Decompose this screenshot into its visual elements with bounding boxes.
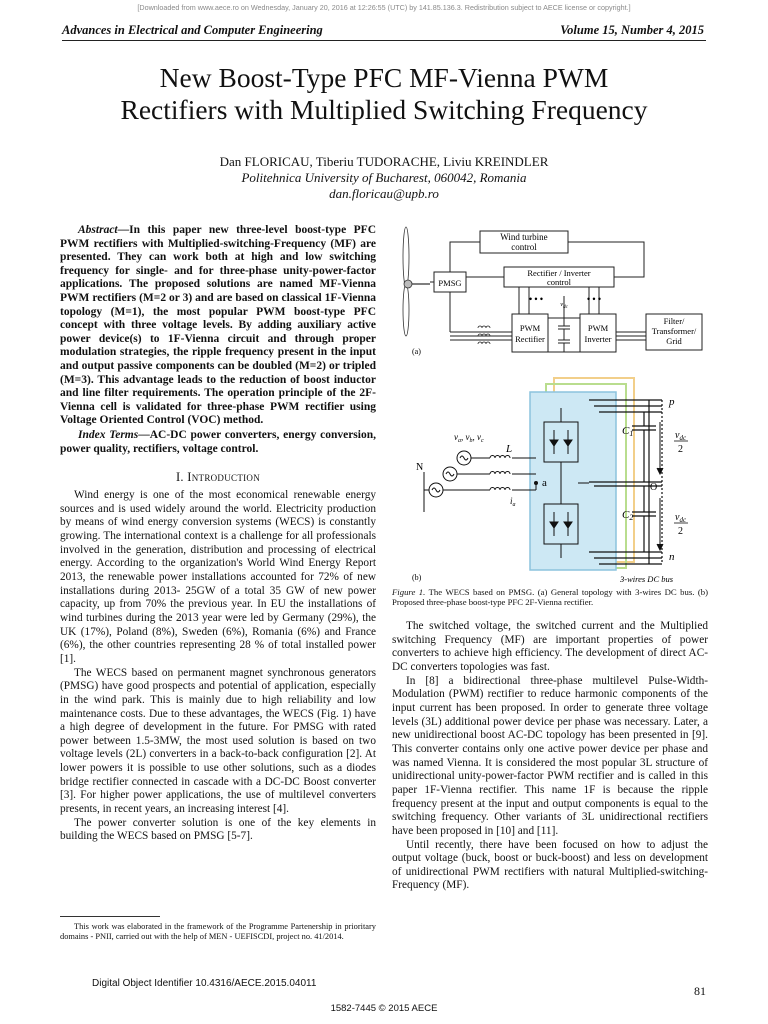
- dots-right: • • •: [587, 294, 601, 304]
- wind-turbine-icon: [403, 227, 430, 336]
- c2-label: C2: [622, 509, 634, 522]
- download-notice: [Downloaded from www.aece.ro on Wednesday, January 20, 2016 at 12:26:55 (UTC) by 141.85.136.3. Redistribution subject to AECE license or copyright.]: [137, 3, 631, 12]
- caption-text: The WECS based on PMSG. (a) General topology with 3-wires DC bus. (b) Proposed three-phase boost-type PFC 2F-Vienna rectifier.: [392, 587, 708, 608]
- issn-copyright: 1582-7445 © 2015 AECE: [330, 1003, 438, 1014]
- fig-label-a: (a): [412, 347, 421, 356]
- header-rule: [62, 40, 706, 41]
- index-terms-label: Index Terms: [78, 429, 139, 441]
- abstract-text: In this paper new three-level boost-type PFC PWM rectifiers with Multiplied-switching-Frequency (MF) are presented. They can work both at high and low switching frequency for single- and for three-phase unity-power-factor applications. The proposed solutions are named MF-Vienna PWM rectifiers (M=2 or 3) and are based on classical 1F-Vienna topology (M=1), the most popular PWM boost-type PFC concept with three voltage levels. By adding auxiliary active power device(s) to 1F-Vienna circuit and through proper modulation strategies, the ripple frequency present in the input and output passive components can be doubled (M=2) or tripled (M=3). This advantage leads to the reduction of boost inductor and line filter requirements. The operation principle of the 2F-Vienna cell is validated for three-phase PWM rectifier using Voltage Oriented Control (VOC) method.: [60, 224, 376, 427]
- pwm-inverter-label-1: PWM: [587, 323, 609, 333]
- title-line-2: Rectifiers with Multiplied Switching Frequency: [120, 94, 648, 125]
- node-a-label: a: [542, 477, 547, 489]
- index-terms-text: AC-DC power converters, energy conversion, power quality, rectifiers, voltage control.: [60, 429, 376, 455]
- vdc-half-top-denominator: 2: [678, 444, 683, 455]
- ac-sources: [424, 451, 536, 512]
- vdc-half-bottom-denominator: 2: [678, 526, 683, 537]
- node-o-label: O: [650, 482, 658, 493]
- pwm-rectifier-label-2: Rectifier: [515, 334, 545, 344]
- figure-1: [394, 222, 710, 594]
- abstract: Abstract—In this paper new three-level boost-type PFC PWM rectifiers with Multiplied-switching-Frequency (MF) are presented. They can work both at high and low switching frequency for single- and for three-phase unity-power-factor applications. The proposed solutions are named MF-Vienna PWM rectifiers (M=2 or 3) and are based on classical 1F-Vienna topology (M=1), the most popular PWM boost-type PFC concept with three voltage levels. By adding auxiliary active power device(s) to 1F-Vienna circuit and through proper modulation strategies, the ripple frequency present in the input and output passive components can be doubled (M=2) or tripled (M=3). This advantage leads to the reduction of boost inductor and line filter requirements. The operation principle of the 2F-Vienna cell is validated for three-phase PWM rectifier using Voltage Oriented Control (VOC) method.: [60, 224, 376, 427]
- wind-control-label-2: control: [511, 242, 537, 252]
- paragraph: The WECS based on permanent magnet synchronous generators (PMSG) have good prospects and potential of application, especially in the wind park. This is mainly due to high reliability and low maintenance costs. Due to these advantages, the WECS (Fig. 1) have a high degree of development in the future. For PMSG with rated power between 1.5-3MW, the most used solution is based on two voltage levels (2L) converters in a back-to-back configuration [2]. At lower powers it is possible to use other solutions, such as a diodes bridge rectifier connected in cascade with a DC-DC Boost converter [3]. For higher power applications, the use of multilevel converters presents, in recent years, an increasing interest [4].: [60, 666, 376, 816]
- pwm-rectifier-label-1: PWM: [519, 323, 541, 333]
- paragraph: Until recently, there have been focused on how to adjust the output voltage (buck, boost or buck-boost) and less on development of unidirectional PWM rectifiers with natural Multiplied-switching-Frequency (MF).: [392, 838, 708, 892]
- paragraph: In [8] a bidirectional three-phase multilevel Pulse-Width-Modulation (PWM) rectifier to reduce harmonic components of the input current has been proposed. In order to generate three voltage levels (3L) additional power device per phase was necessary. Later, a new unidirectional boost AC-DC topology has been presented in [9]. This converter contains only one active power device per phase and was named Vienna. It is considered the most popular 3L structure of unidirectional unity-power-factor PWM rectifier and is called in this paper 1F-Vienna rectifier. This name 1F is because the ripple frequency present at the input and output components is equal to the switching frequency. Other variants of 3L unidirectional rectifiers have been proposed in [10] and [11].: [392, 674, 708, 837]
- c1-label: C1: [622, 425, 634, 438]
- filter-label-2: Transformer/: [651, 326, 697, 336]
- dots-left: • • •: [529, 294, 543, 304]
- journal-name: Advances in Electrical and Computer Engineering: [62, 23, 323, 37]
- filter-label-3: Grid: [666, 336, 682, 346]
- pwm-rectifier-box: [512, 314, 548, 352]
- author-email[interactable]: dan.floricau@upb.ro: [329, 186, 439, 201]
- vdc-half-top: $v_{dc}$: [675, 430, 687, 442]
- node-n-label: n: [669, 551, 675, 563]
- right-column-body: [392, 620, 708, 893]
- paragraph: The power converter solution is one of the key elements in building the WECS based on PMSG [5-7].: [60, 816, 376, 843]
- page-number: 81: [694, 984, 706, 998]
- abstract-label: Abstract: [78, 224, 118, 236]
- section-heading-introduction: I. Introduction: [175, 470, 261, 484]
- doi: Digital Object Identifier 10.4316/AECE.2015.04011: [92, 978, 317, 989]
- paper-title: [40, 62, 728, 126]
- pwm-inverter-label-2: Inverter: [584, 334, 612, 344]
- fig-label-b: (b): [412, 573, 422, 582]
- wind-control-label-1: Wind turbine: [500, 232, 548, 242]
- vdc-small-label: $v_{dc}$: [560, 301, 568, 310]
- dc-link-capacitors: [558, 318, 570, 352]
- filter-label-1: Filter/: [663, 316, 685, 326]
- node-p-label: p: [669, 396, 675, 408]
- figure-1-diagram: [394, 222, 710, 594]
- node-N-label: N: [416, 462, 424, 473]
- pwm-inverter-box: [580, 314, 616, 352]
- inductor-coils-a: [478, 326, 490, 344]
- current-ia-label: $i_a$: [510, 496, 516, 508]
- figure-caption: [392, 587, 708, 608]
- rect-inv-label-1: Rectifier / Inverter: [527, 268, 591, 278]
- left-column-body: [60, 489, 376, 844]
- dc-bus-label: 3-wires DC bus: [620, 574, 674, 584]
- title-line-1: New Boost-Type PFC MF-Vienna PWM: [159, 62, 609, 93]
- paragraph: Wind energy is one of the most economical renewable energy sources and is used widely around the world. Electricity production by means of wind energy conversion systems (WECS) is constantly growing. The international context is a challenge for all professionals involved in the generation, distribution and processing of electrical energy. According to the organization's World Wind Energy Report 2013, the renewable power installations accounted for 72% of new installations during 2013- 25GW of a total 35 GW of new power capacity, up from 70% the previous year. In EU the installations of wind turbines during the 2013 year were led by Germany (29%), the UK (17%), Poland (8%), Sweden (6%), Romania (6%) and France (6%), the other countries representing 28 % of total installed power [1].: [60, 489, 376, 665]
- footnote-rule: [60, 916, 160, 917]
- footnote: This work was elaborated in the framework of the Programme Partenership in prioritary domains - PNII, carried out with the help of MEN - UEFISCDI, project no. 41/2014.: [60, 922, 376, 941]
- source-voltages-label: $v_a$, $v_b$, $v_c$: [454, 432, 484, 444]
- pmsg-label: PMSG: [438, 278, 462, 288]
- volume-info: Volume 15, Number 4, 2015: [560, 23, 704, 37]
- paragraph: The switched voltage, the switched current and the Multiplied switching Frequency (MF) are important properties of power converters to achieve high efficiency. The development of direct AC-DC converters topologies was fast.: [392, 620, 708, 673]
- affiliation: Politehnica University of Bucharest, 060042, Romania: [241, 170, 527, 185]
- vdc-half-bottom: $v_{dc}$: [675, 512, 687, 524]
- inductor-L-label: L: [506, 443, 513, 455]
- caption-label: Figure 1.: [392, 587, 426, 597]
- authors: Dan FLORICAU, Tiberiu TUDORACHE, Liviu KREINDLER: [219, 154, 549, 169]
- index-terms: Index Terms—AC-DC power converters, energy conversion, power quality, rectifiers, voltage control.: [60, 429, 376, 455]
- rect-inv-label-2: control: [546, 277, 572, 287]
